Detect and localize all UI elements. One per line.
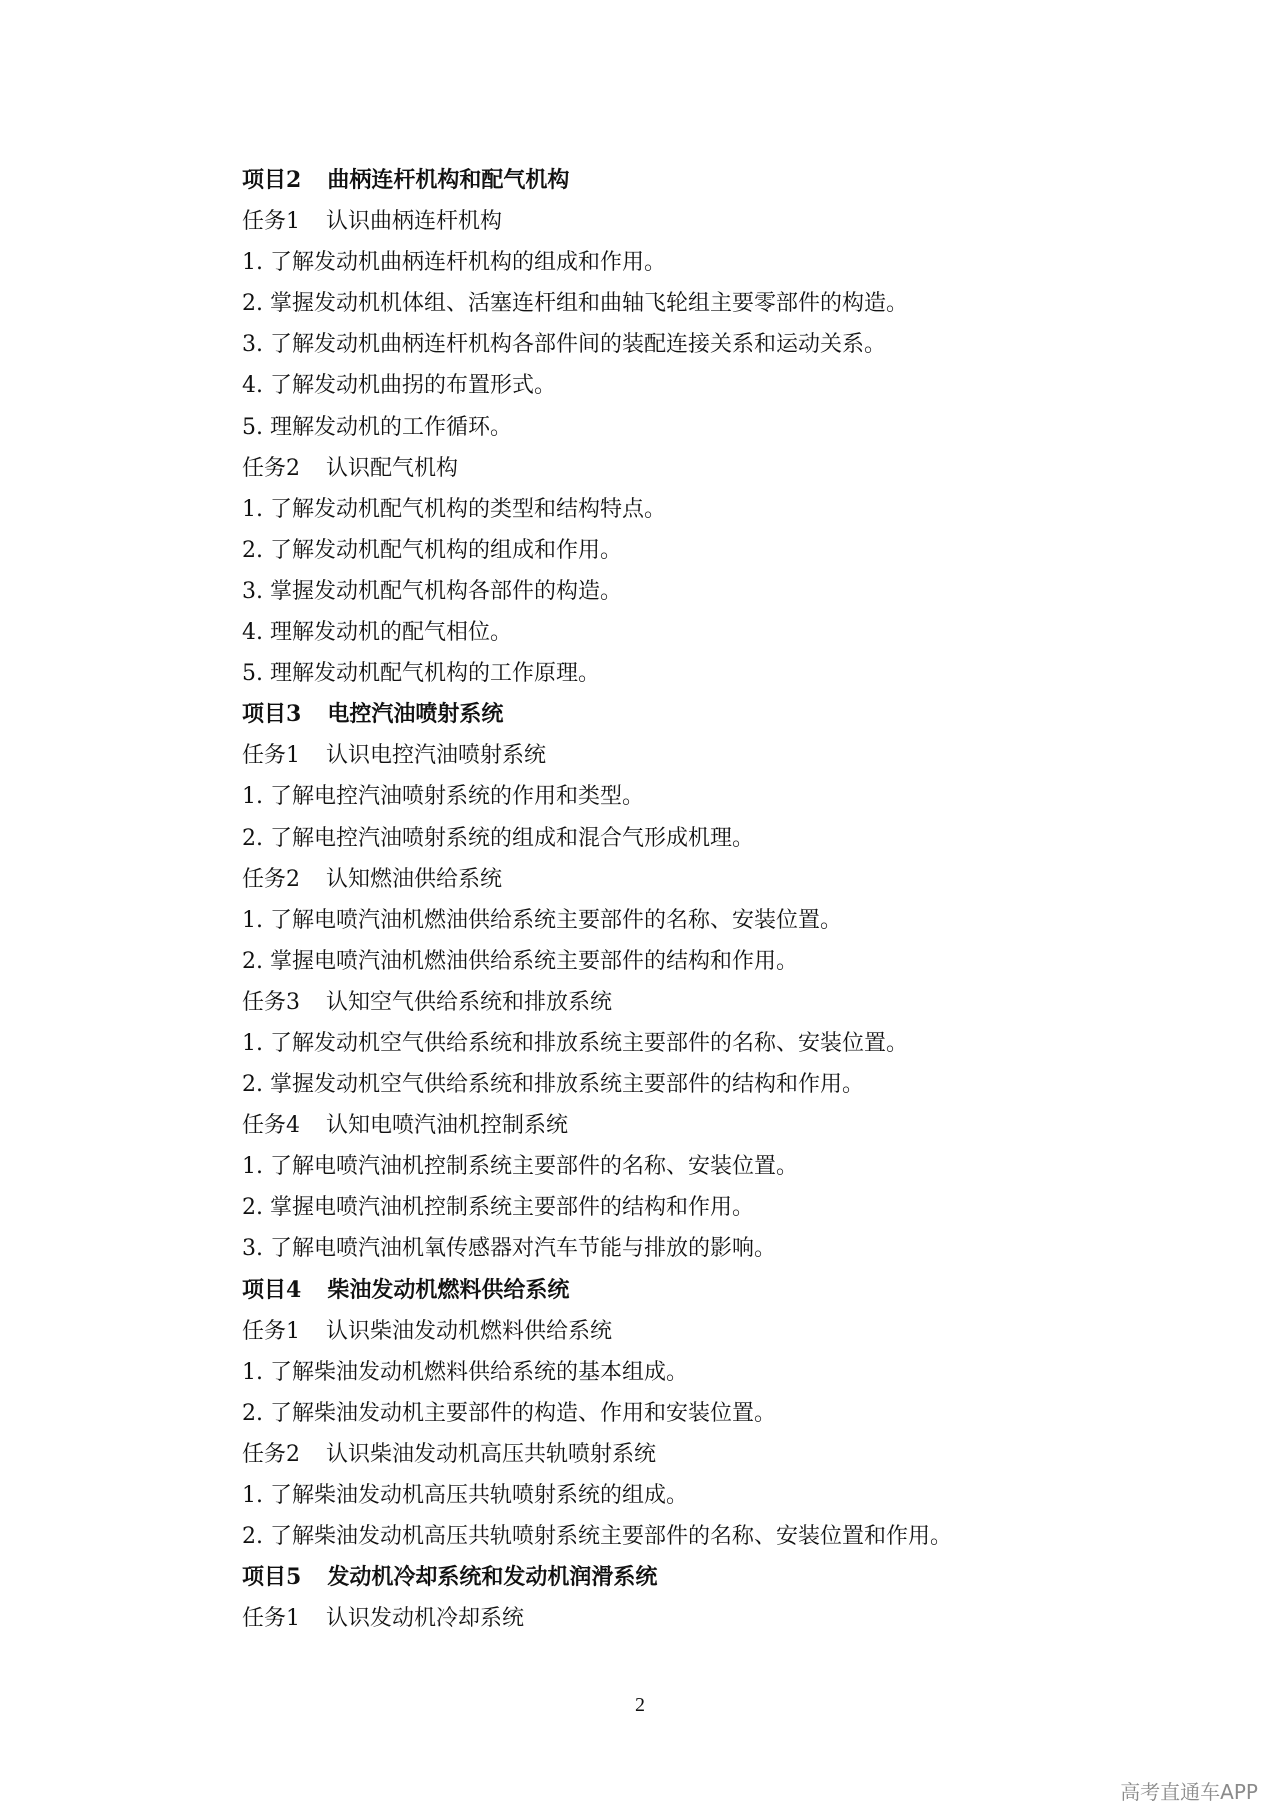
task-title: 认知燃油供给系统 [326, 866, 503, 892]
list-item: 1. 了解柴油发动机燃料供给系统的基本组成。 [242, 1359, 688, 1385]
task-number: 任务1 [242, 1318, 300, 1344]
task-heading [242, 1311, 1142, 1352]
task-number: 任务2 [242, 1441, 300, 1467]
task-number: 任务1 [242, 209, 300, 235]
list-item: 4. 了解发动机曲拐的布置形式。 [242, 373, 556, 399]
task-title: 认识柴油发动机燃料供给系统 [326, 1318, 613, 1344]
list-item: 2. 掌握发动机空气供给系统和排放系统主要部件的结构和作用。 [242, 1072, 864, 1098]
list-item: 1. 了解电喷汽油机燃油供给系统主要部件的名称、安装位置。 [242, 907, 842, 933]
project-number: 项目5 [242, 1564, 302, 1591]
project-title: 电控汽油喷射系统 [327, 701, 504, 728]
list-item: 5. 理解发动机的工作循环。 [242, 414, 512, 440]
task-number: 任务2 [242, 455, 300, 481]
task-heading [242, 735, 1142, 776]
document-body [242, 160, 1142, 1639]
project-title: 发动机冷却系统和发动机润滑系统 [327, 1564, 658, 1591]
list-item: 1. 了解发动机配气机构的类型和结构特点。 [242, 496, 666, 522]
list-item: 3. 了解电喷汽油机氧传感器对汽车节能与排放的影响。 [242, 1236, 776, 1262]
page-number: 2 [635, 1694, 645, 1716]
list-item: 2. 了解柴油发动机主要部件的构造、作用和安装位置。 [242, 1400, 776, 1426]
task-number: 任务1 [242, 1606, 300, 1632]
task-title: 认知电喷汽油机控制系统 [326, 1113, 569, 1139]
list-item: 1. 了解发动机曲柄连杆机构的组成和作用。 [242, 250, 666, 276]
task-title: 认识曲柄连杆机构 [326, 209, 503, 235]
task-heading [242, 1598, 1142, 1639]
project-title: 柴油发动机燃料供给系统 [327, 1276, 570, 1303]
list-item: 2. 了解发动机配气机构的组成和作用。 [242, 537, 622, 563]
project-heading [242, 160, 1142, 201]
project-title: 曲柄连杆机构和配气机构 [327, 167, 570, 193]
project-heading [242, 1557, 1142, 1598]
watermark-text: 高考直通车APP [1120, 1780, 1258, 1804]
list-item: 2. 掌握电喷汽油机控制系统主要部件的结构和作用。 [242, 1195, 754, 1221]
project-heading [242, 694, 1142, 735]
list-item: 2. 掌握发动机机体组、活塞连杆组和曲轴飞轮组主要零部件的构造。 [242, 291, 908, 317]
task-number: 任务3 [242, 989, 300, 1015]
task-heading [242, 448, 1142, 489]
task-heading [242, 859, 1142, 900]
project-heading [242, 1270, 1142, 1311]
task-number: 任务2 [242, 866, 300, 892]
task-heading [242, 1434, 1142, 1475]
project-number: 项目2 [242, 167, 302, 193]
task-number: 任务4 [242, 1113, 300, 1139]
list-item: 2. 了解电控汽油喷射系统的组成和混合气形成机理。 [242, 825, 754, 851]
list-item: 2. 了解柴油发动机高压共轨喷射系统主要部件的名称、安装位置和作用。 [242, 1524, 952, 1550]
task-title: 认识电控汽油喷射系统 [326, 743, 547, 769]
task-title: 认识柴油发动机高压共轨喷射系统 [326, 1441, 657, 1467]
list-item: 1. 了解电喷汽油机控制系统主要部件的名称、安装位置。 [242, 1154, 798, 1180]
list-item: 1. 了解柴油发动机高压共轨喷射系统的组成。 [242, 1483, 688, 1508]
project-number: 项目4 [242, 1276, 302, 1303]
list-item: 4. 理解发动机的配气相位。 [242, 620, 512, 646]
list-item: 3. 了解发动机曲柄连杆机构各部件间的装配连接关系和运动关系。 [242, 332, 886, 358]
list-item: 5. 理解发动机配气机构的工作原理。 [242, 661, 600, 687]
list-item: 3. 掌握发动机配气机构各部件的构造。 [242, 578, 622, 604]
list-item: 1. 了解电控汽油喷射系统的作用和类型。 [242, 784, 644, 810]
task-heading [242, 982, 1142, 1023]
task-title: 认识配气机构 [326, 455, 459, 481]
task-title: 认识发动机冷却系统 [326, 1606, 525, 1632]
task-heading [242, 201, 1142, 242]
project-number: 项目3 [242, 701, 302, 728]
list-item: 1. 了解发动机空气供给系统和排放系统主要部件的名称、安装位置。 [242, 1030, 908, 1056]
task-title: 认知空气供给系统和排放系统 [326, 989, 613, 1015]
list-item: 2. 掌握电喷汽油机燃油供给系统主要部件的结构和作用。 [242, 948, 798, 974]
task-heading [242, 1105, 1142, 1146]
task-number: 任务1 [242, 743, 300, 769]
